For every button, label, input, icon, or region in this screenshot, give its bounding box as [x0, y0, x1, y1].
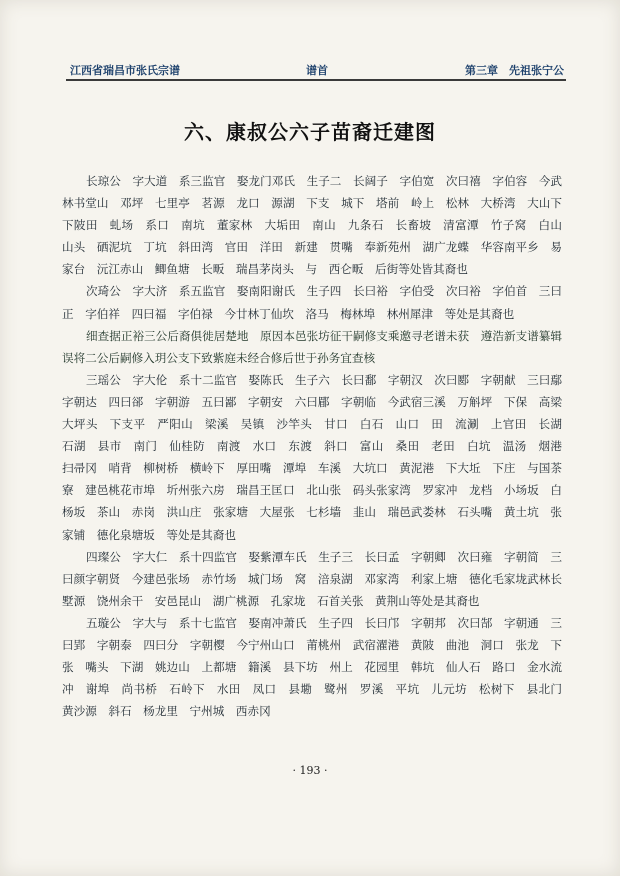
header-chapter: 第三章 先祖张宁公 — [465, 64, 564, 77]
header-rule — [66, 79, 566, 81]
page-title: 六、康叔公六子苗裔迁建图 — [184, 120, 436, 144]
header-section: 谱首 — [306, 64, 328, 77]
paragraph-note: 细查据正裕三公后裔俱徙居楚地 原因本邑张坊征干嗣修支乘邀寻老谱未获 遵浩新支谱纂辑误将二公后嗣修入玥公支下致紫庭未经合修后世于孙务宜查核 — [62, 328, 562, 365]
body-text — [62, 170, 574, 722]
page-number: · 193 · — [292, 764, 328, 777]
paragraph-ciqi: 次琦公 字大济 系五监官 娶南阳谢氏 生子四 长曰裕 字伯受 次曰裕 字伯首 三曰正 字伯祥 四曰福 字伯禄 今廿林丁仙坎 洛马 梅林埠 林州犀津 等处是其裔也 — [62, 284, 562, 321]
paragraph-wuxuan: 五璇公 字大与 系十七监官 娶南冲萧氏 生子四 长曰邝 字朝邦 次曰郜 字朝通 三曰郢 字朝泰 四曰分 字朝樱 今宁州山口 莆桃州 武宿濯港 黄陂 曲池 洞口 张龙 下张 嘴头 下湖 姚边山 上都塘 籍溪 县下坊 州上 花园里 韩坑 仙人石 路口 金水流冲 谢埠 尚书桥 石岭下 水田 凤口 县墈 鹭州 罗溪 平坑 儿元坊 松树下 县北门 黄沙源 斜石 杨龙里 宁州城 西赤冈 — [62, 615, 574, 719]
paragraph-sanyao: 三瑶公 字大伦 系十二监官 娶陈氏 生子六 长曰鄱 字朝汉 次曰郾 字朝献 三曰鄢 字朝达 四曰郤 字朝游 五曰鄙 字朝安 六曰郿 字朝临 今武宿三溪 万斛坪 下保 高梁 大坪头 下支平 严阳山 梁溪 吴镇 沙竿头 甘口 白石 山口 田 流涮 上官田 长湖 石湖 县市 南门 仙桂防 南渡 水口 东渡 斜口 富山 桑田 老田 白坑 温汤 烟港 扫帚冈 哨背 柳树桥 横岭下 厚田嘴 潭埠 车溪 大坑口 黄泥港 下大坵 下庄 与国茶寮 建邑桃花市埠 圻州张六房 瑞昌王匡口 北山张 码头张家湾 罗家冲 龙档 小场坂 白杨坂 茶山 赤岗 洪山庄 张家塘 大屋张 七杉墙 韭山 瑞邑武娄林 石头嘴 黄土坑 张家铺 德化泉塘坂 等处是其裔也 — [62, 372, 574, 542]
header-book-title: 江西省瑞昌市张氏宗谱 — [70, 64, 180, 77]
running-header — [70, 56, 564, 78]
paragraph-sican: 四璨公 字大仁 系十四监官 娶紫潭车氏 生子三 长曰孟 字朝卿 次曰雍 字朝简 三曰颜字朝贤 今建邑张场 赤竹场 城门场 窝 涪泉湖 邓家湾 利家上塘 德化毛家垅武林长墅源 饶州余干 安邑昆山 湖广桃源 孔家垅 石首关张 黄荆山等处是其裔也 — [62, 549, 562, 608]
paragraph-changqiong: 长琼公 字大道 系三监官 娶龙门邓氏 生子二 长阔子 字伯宽 次曰禧 字伯容 今武林书堂山 邓坪 七里亭 茗源 龙口 源湖 下支 城下 塔前 岭上 松林 大桥湾 大山下 下陂田 虬场 系口 南坑 董家林 大垢田 南山 九条石 长畜坡 清富潭 竹子窝 白山 山头 硒泥坑 丁坑 斜田湾 官田 洋田 新建 贯嘴 奉新苑州 湖广龙蝶 华容南平乡 易家台 沅江赤山 鲫鱼塘 长畈 瑞昌茅岗头 与 西仑畈 后街等处皆其裔也 — [62, 174, 574, 277]
